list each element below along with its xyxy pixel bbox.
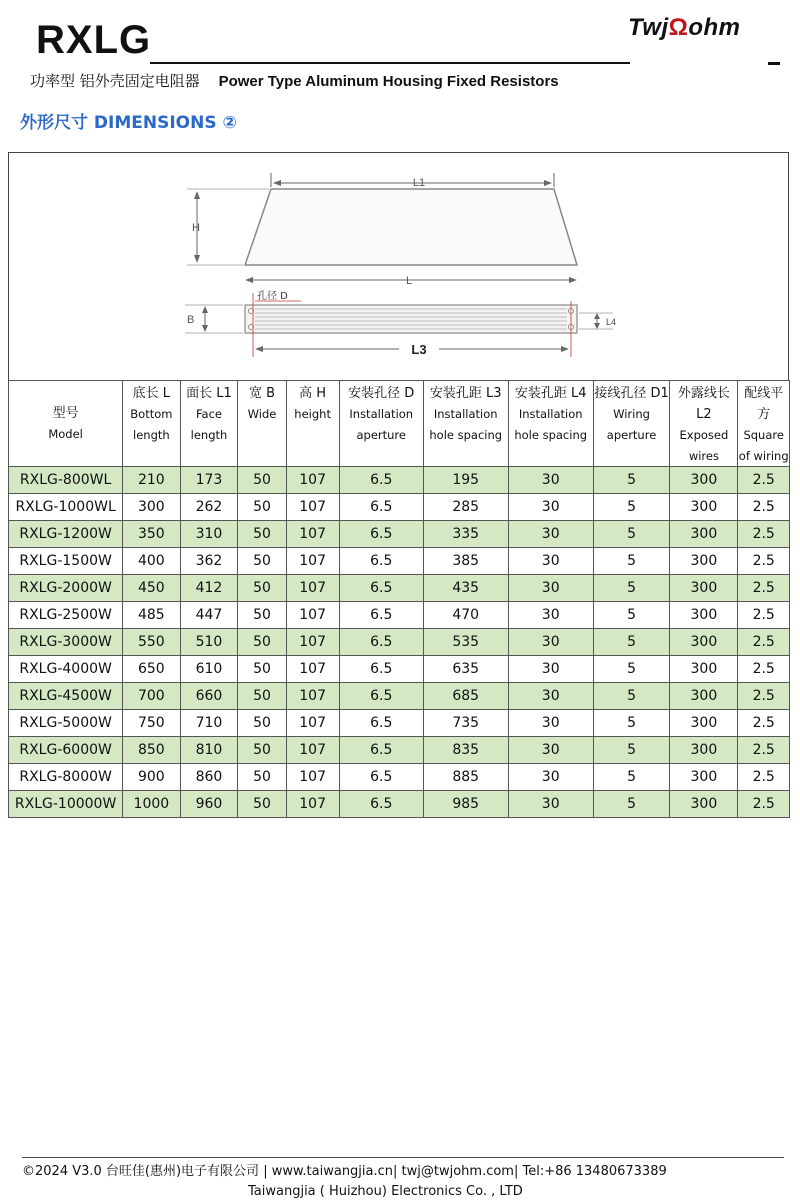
column-header-cn: 面长 L1 <box>186 386 232 401</box>
footer-rule <box>22 1157 784 1158</box>
table-cell: 107 <box>286 737 339 764</box>
column-header-en: Bottom length <box>130 407 173 442</box>
table-cell: 435 <box>423 575 508 602</box>
table-cell: 2.5 <box>738 710 790 737</box>
subtitle <box>30 70 559 91</box>
page-title: RXLG <box>36 18 152 62</box>
diagram-frame <box>8 152 789 380</box>
model-cell: RXLG-5000W <box>9 710 123 737</box>
table-cell: 850 <box>123 737 180 764</box>
column-header-cn: 型号 <box>52 406 79 422</box>
table-cell: 195 <box>423 467 508 494</box>
table-cell: 6.5 <box>339 683 423 710</box>
subtitle-en: Power Type Aluminum Housing Fixed Resistors <box>218 73 559 90</box>
table-cell: 30 <box>508 629 593 656</box>
table-cell: 685 <box>423 683 508 710</box>
column-header-cn: 安装孔距 L3 <box>429 386 502 401</box>
table-cell: 5 <box>593 629 670 656</box>
table-cell: 50 <box>238 791 286 818</box>
table-cell: 5 <box>593 521 670 548</box>
table-cell: 2.5 <box>738 656 790 683</box>
table-cell: 2.5 <box>738 683 790 710</box>
table-cell: 6.5 <box>339 602 423 629</box>
column-header-cn: 安装孔径 D <box>348 386 415 401</box>
table-cell: 50 <box>238 683 286 710</box>
table-cell: 30 <box>508 467 593 494</box>
table-cell: 2.5 <box>738 764 790 791</box>
housing-top-view <box>245 189 577 265</box>
model-cell: RXLG-2500W <box>9 602 123 629</box>
table-cell: 412 <box>180 575 238 602</box>
footer-contact: ©2024 V3.0 台旺佳(惠州)电子有限公司 | www.taiwangjia.cn| twj@twjohm.com| Tel:+86 13480673389 <box>22 1164 667 1179</box>
table-body <box>9 467 790 818</box>
table-cell: 447 <box>180 602 238 629</box>
table-cell: 535 <box>423 629 508 656</box>
column-header <box>670 381 738 467</box>
table-cell: 5 <box>593 467 670 494</box>
table-cell: 2.5 <box>738 602 790 629</box>
model-cell: RXLG-1000WL <box>9 494 123 521</box>
table-cell: 107 <box>286 602 339 629</box>
column-header <box>123 381 180 467</box>
table-row <box>9 602 790 629</box>
table-cell: 5 <box>593 602 670 629</box>
table-cell: 900 <box>123 764 180 791</box>
table-cell: 300 <box>670 656 738 683</box>
l1-label: L1 <box>412 177 426 189</box>
table-cell: 6.5 <box>339 710 423 737</box>
table-cell: 300 <box>670 548 738 575</box>
table-cell: 5 <box>593 710 670 737</box>
table-cell: 50 <box>238 656 286 683</box>
h-label: H <box>192 222 200 234</box>
column-header-en: height <box>294 407 331 421</box>
table-cell: 470 <box>423 602 508 629</box>
table-cell: 107 <box>286 710 339 737</box>
b-label: B <box>187 314 195 326</box>
table-cell: 107 <box>286 791 339 818</box>
table-cell: 700 <box>123 683 180 710</box>
table-cell: 30 <box>508 737 593 764</box>
table-cell: 660 <box>180 683 238 710</box>
table-cell: 30 <box>508 575 593 602</box>
table-row <box>9 710 790 737</box>
column-header-cn: 安装孔距 L4 <box>514 386 587 401</box>
table-cell: 5 <box>593 791 670 818</box>
table-cell: 1000 <box>123 791 180 818</box>
table-cell: 6.5 <box>339 467 423 494</box>
brand-logo: TwjΩohm <box>628 14 741 41</box>
table-row <box>9 494 790 521</box>
table-cell: 2.5 <box>738 629 790 656</box>
model-cell: RXLG-1500W <box>9 548 123 575</box>
table-cell: 610 <box>180 656 238 683</box>
table-cell: 300 <box>670 710 738 737</box>
column-header-en: Wiring aperture <box>606 407 657 442</box>
table-cell: 50 <box>238 575 286 602</box>
column-header-en: Model <box>48 427 83 442</box>
table-cell: 6.5 <box>339 494 423 521</box>
table-row <box>9 467 790 494</box>
table-cell: 107 <box>286 656 339 683</box>
table-cell: 2.5 <box>738 575 790 602</box>
model-cell: RXLG-1200W <box>9 521 123 548</box>
model-cell: RXLG-800WL <box>9 467 123 494</box>
subtitle-cn: 功率型 铝外壳固定电阻器 <box>30 72 200 90</box>
table-cell: 385 <box>423 548 508 575</box>
l4-label: L4 <box>606 317 617 327</box>
table-cell: 107 <box>286 629 339 656</box>
table-cell: 6.5 <box>339 575 423 602</box>
table-cell: 485 <box>123 602 180 629</box>
column-header-cn: 配线平方 <box>744 386 784 422</box>
table-cell: 300 <box>670 602 738 629</box>
column-header <box>423 381 508 467</box>
table-cell: 810 <box>180 737 238 764</box>
table-cell: 285 <box>423 494 508 521</box>
table-cell: 710 <box>180 710 238 737</box>
table-cell: 400 <box>123 548 180 575</box>
l3-label: L3 <box>411 342 427 357</box>
table-cell: 50 <box>238 602 286 629</box>
table-cell: 310 <box>180 521 238 548</box>
table-cell: 300 <box>670 467 738 494</box>
table-cell: 300 <box>670 791 738 818</box>
table-row <box>9 656 790 683</box>
model-cell: RXLG-10000W <box>9 791 123 818</box>
column-header <box>180 381 238 467</box>
table-cell: 300 <box>670 575 738 602</box>
table-cell: 5 <box>593 764 670 791</box>
table-cell: 107 <box>286 467 339 494</box>
table-cell: 6.5 <box>339 521 423 548</box>
column-header-cn: 接线孔径 D1 <box>594 386 669 401</box>
table-cell: 750 <box>123 710 180 737</box>
table-cell: 30 <box>508 683 593 710</box>
table-cell: 30 <box>508 656 593 683</box>
column-header-cn: 宽 B <box>248 386 276 401</box>
table-cell: 210 <box>123 467 180 494</box>
table-cell: 5 <box>593 737 670 764</box>
table-cell: 350 <box>123 521 180 548</box>
column-header-en: Installation hole spacing <box>429 407 503 442</box>
table-cell: 510 <box>180 629 238 656</box>
table-row <box>9 737 790 764</box>
table-cell: 6.5 <box>339 629 423 656</box>
table-cell: 50 <box>238 467 286 494</box>
dimension-diagram <box>9 153 788 379</box>
table-cell: 835 <box>423 737 508 764</box>
table-cell: 50 <box>238 710 286 737</box>
table-cell: 50 <box>238 629 286 656</box>
table-cell: 5 <box>593 683 670 710</box>
column-header <box>508 381 593 467</box>
table-row <box>9 575 790 602</box>
column-header <box>9 381 123 467</box>
table-cell: 450 <box>123 575 180 602</box>
table-row <box>9 521 790 548</box>
table-cell: 2.5 <box>738 737 790 764</box>
table-cell: 262 <box>180 494 238 521</box>
column-header-en: Installation aperture <box>349 407 414 442</box>
column-header <box>286 381 339 467</box>
table-cell: 300 <box>670 764 738 791</box>
column-header-cn: 高 H <box>299 386 327 401</box>
table-cell: 30 <box>508 764 593 791</box>
column-header-en: Wide <box>247 407 277 421</box>
table-cell: 5 <box>593 494 670 521</box>
table-cell: 335 <box>423 521 508 548</box>
table-cell: 30 <box>508 494 593 521</box>
column-header <box>339 381 423 467</box>
model-cell: RXLG-2000W <box>9 575 123 602</box>
table-cell: 550 <box>123 629 180 656</box>
table-cell: 173 <box>180 467 238 494</box>
footer-company: Taiwangjia ( Huizhou) Electronics Co. , LTD <box>248 1184 523 1199</box>
table-cell: 6.5 <box>339 548 423 575</box>
column-header-cn: 底长 L <box>132 386 171 401</box>
logo-dash <box>768 62 780 65</box>
table-cell: 30 <box>508 548 593 575</box>
model-cell: RXLG-4000W <box>9 656 123 683</box>
table-cell: 107 <box>286 548 339 575</box>
table-cell: 107 <box>286 521 339 548</box>
table-cell: 5 <box>593 656 670 683</box>
table-cell: 107 <box>286 575 339 602</box>
table-cell: 300 <box>670 629 738 656</box>
table-cell: 30 <box>508 521 593 548</box>
table-row <box>9 764 790 791</box>
model-cell: RXLG-4500W <box>9 683 123 710</box>
table-cell: 960 <box>180 791 238 818</box>
table-header-row <box>9 381 790 467</box>
table-cell: 650 <box>123 656 180 683</box>
table-cell: 885 <box>423 764 508 791</box>
table-cell: 30 <box>508 791 593 818</box>
column-header <box>593 381 670 467</box>
table-cell: 107 <box>286 764 339 791</box>
model-cell: RXLG-8000W <box>9 764 123 791</box>
table-cell: 2.5 <box>738 521 790 548</box>
table-cell: 300 <box>670 737 738 764</box>
column-header-en: Square of wiring <box>738 428 789 463</box>
column-header <box>738 381 790 467</box>
column-header <box>238 381 286 467</box>
model-cell: RXLG-6000W <box>9 737 123 764</box>
table-cell: 107 <box>286 494 339 521</box>
table-cell: 2.5 <box>738 494 790 521</box>
column-header-en: Face length <box>190 407 228 442</box>
table-cell: 50 <box>238 521 286 548</box>
dimensions-table <box>8 380 790 818</box>
section-heading: 外形尺寸 DIMENSIONS ② <box>20 113 237 133</box>
table-cell: 860 <box>180 764 238 791</box>
table-cell: 50 <box>238 737 286 764</box>
table-cell: 5 <box>593 575 670 602</box>
table-cell: 2.5 <box>738 467 790 494</box>
column-header-en: Installation hole spacing <box>514 407 588 442</box>
table-cell: 30 <box>508 602 593 629</box>
table-cell: 2.5 <box>738 548 790 575</box>
table-cell: 2.5 <box>738 791 790 818</box>
table-cell: 50 <box>238 764 286 791</box>
table-row <box>9 548 790 575</box>
table-cell: 107 <box>286 683 339 710</box>
table-cell: 6.5 <box>339 764 423 791</box>
table-cell: 50 <box>238 494 286 521</box>
table-cell: 50 <box>238 548 286 575</box>
table-row <box>9 629 790 656</box>
table-cell: 635 <box>423 656 508 683</box>
table-cell: 300 <box>670 683 738 710</box>
hole-label: 孔径 D <box>257 291 288 302</box>
l-label: L <box>405 275 413 287</box>
table-cell: 6.5 <box>339 656 423 683</box>
table-cell: 30 <box>508 710 593 737</box>
model-cell: RXLG-3000W <box>9 629 123 656</box>
table-cell: 300 <box>670 521 738 548</box>
table-cell: 362 <box>180 548 238 575</box>
table-cell: 6.5 <box>339 791 423 818</box>
column-header-cn: 外露线长 L2 <box>677 386 730 422</box>
table-row <box>9 683 790 710</box>
table-cell: 735 <box>423 710 508 737</box>
table-cell: 300 <box>670 494 738 521</box>
column-header-en: Exposed wires <box>679 428 729 463</box>
title-rule <box>150 62 630 64</box>
table-cell: 5 <box>593 548 670 575</box>
table-row <box>9 791 790 818</box>
table-cell: 985 <box>423 791 508 818</box>
table-cell: 300 <box>123 494 180 521</box>
table-cell: 6.5 <box>339 737 423 764</box>
